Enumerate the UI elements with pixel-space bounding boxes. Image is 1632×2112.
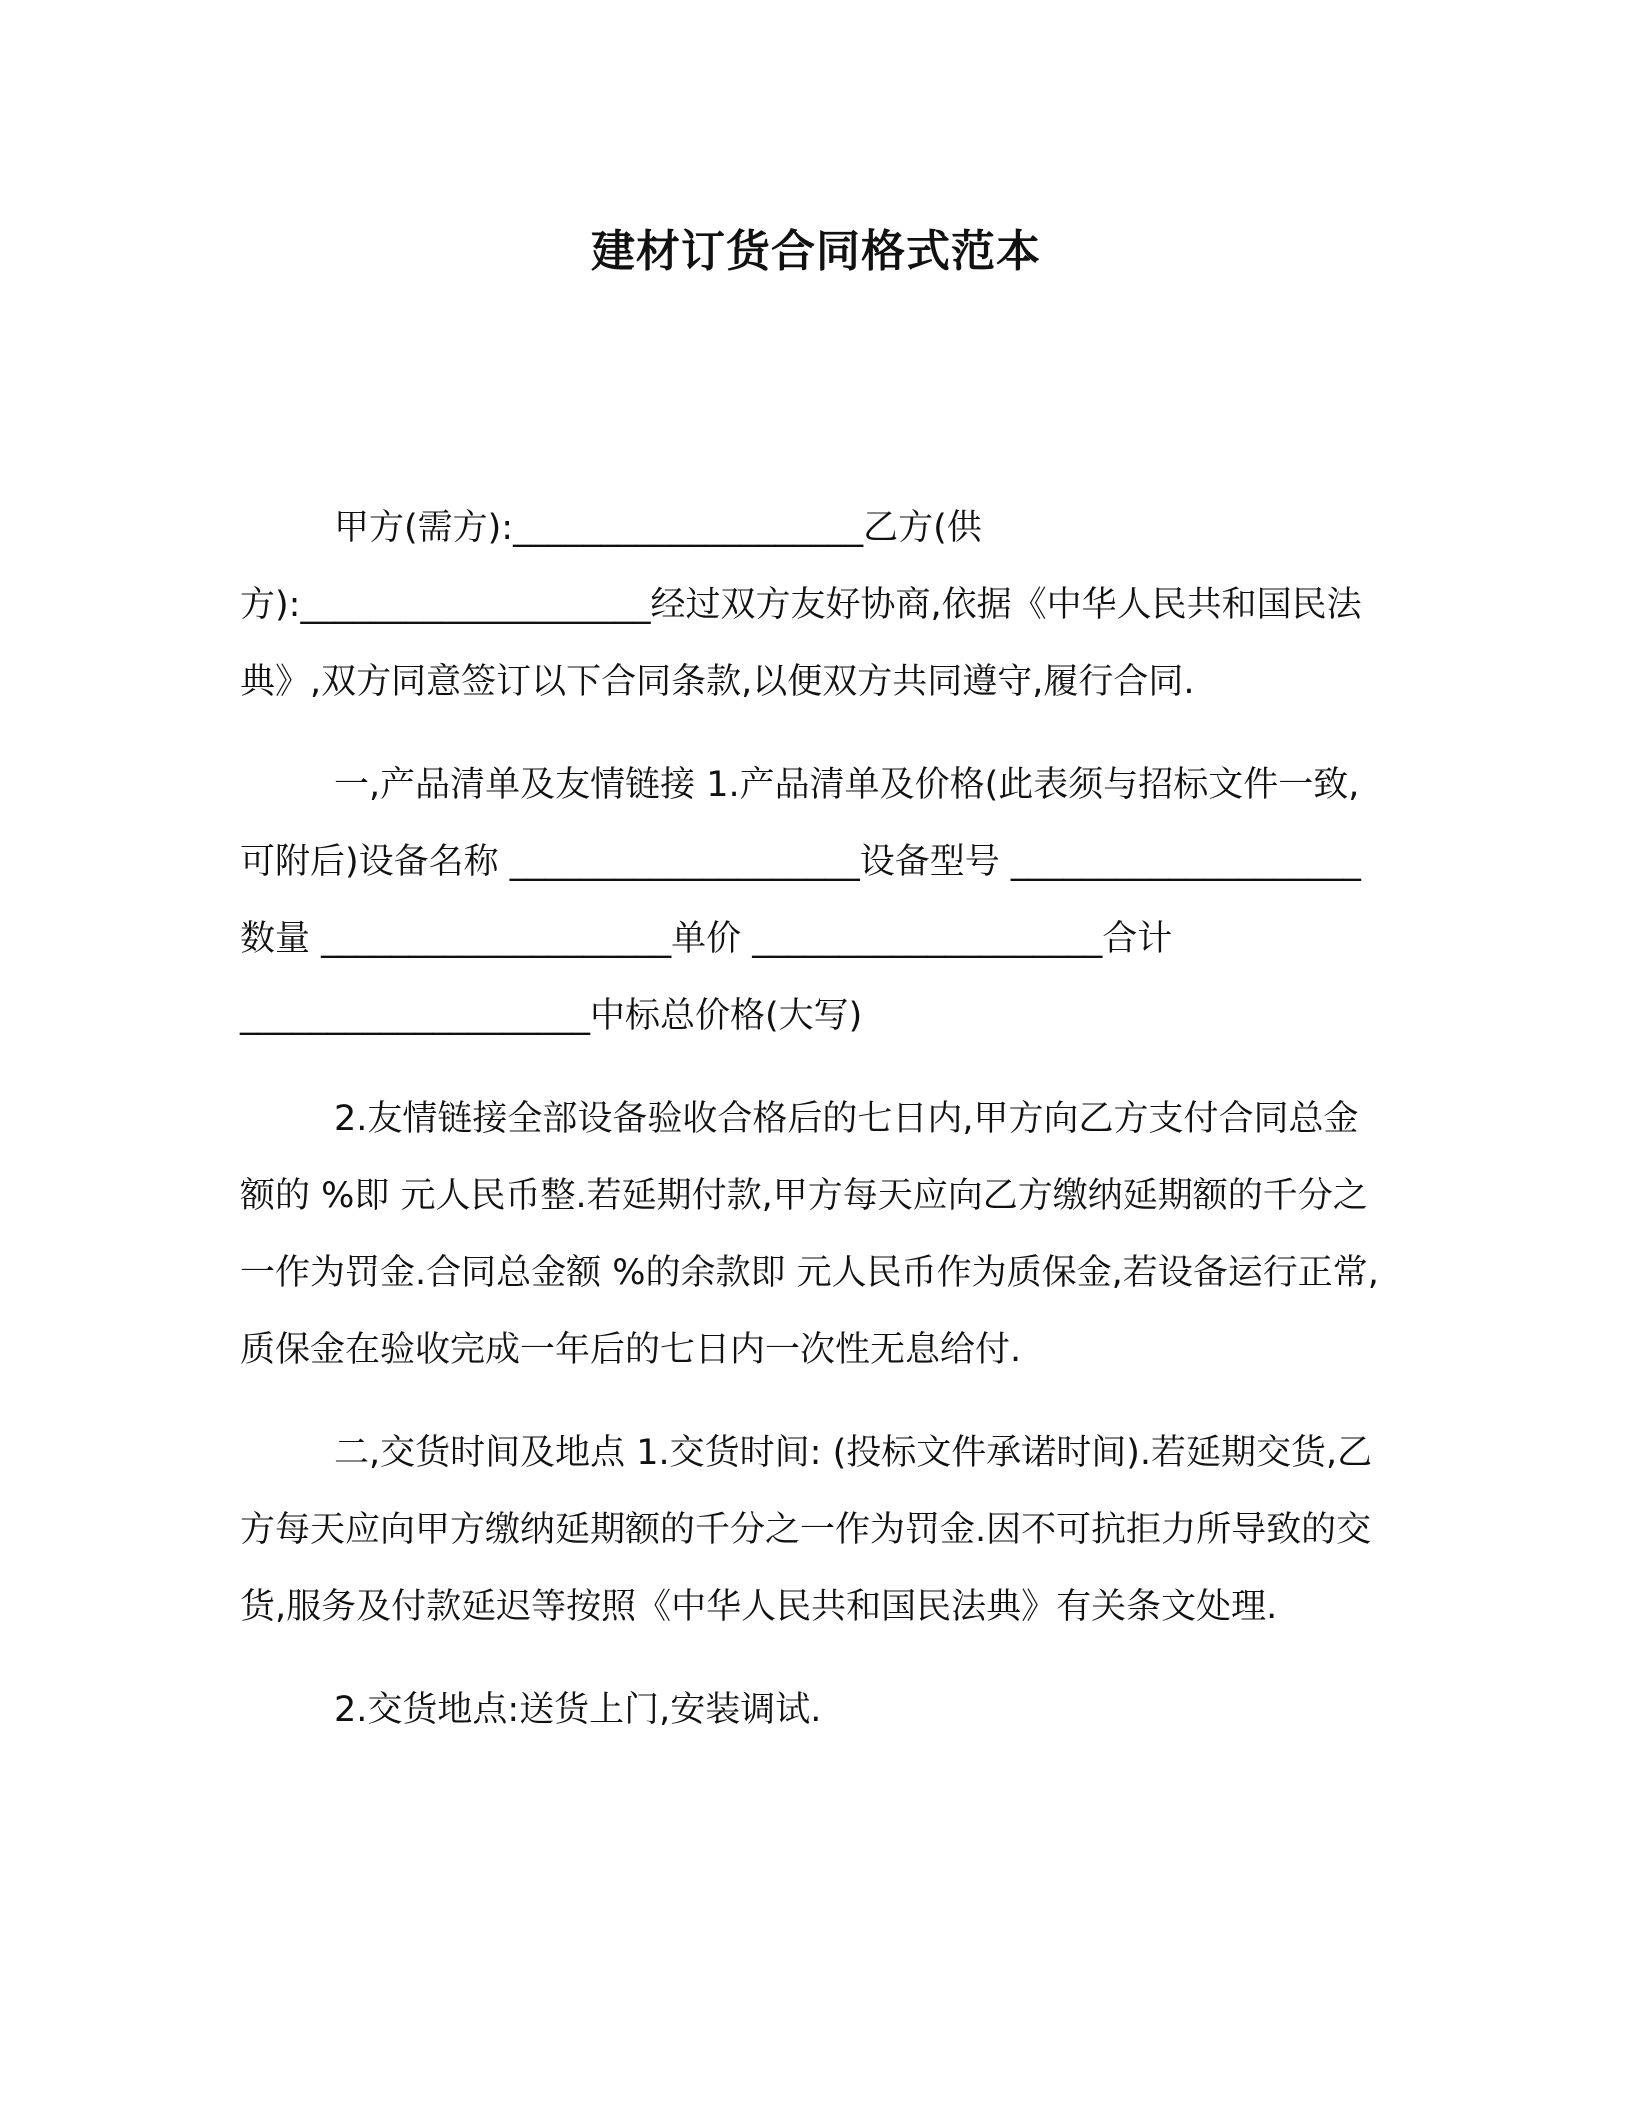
document-body — [240, 490, 1390, 1775]
paragraph-parties: 甲方(需方):____________________乙方(供方):____________________经过双方友好协商,依据《中华人民共和国民法典》,双方同意签订以下合同条款,以便双方共同遵守,履行合同. — [240, 508, 1362, 702]
paragraph-delivery-location: 2.交货地点:送货上门,安装调试. — [334, 1690, 822, 1730]
document-title: 建材订货合同格式范本 — [591, 226, 1041, 277]
paragraph-product-list: 一,产品清单及友情链接 1.产品清单及价格(此表须与招标文件一致,可附后)设备名称 ____________________设备型号 ____________________数量 ____________________单价 ____________________合计 ____________________中标总价格(大写) — [240, 765, 1361, 1036]
paragraph-delivery-time: 二,交货时间及地点 1.交货时间: (投标文件承诺时间).若延期交货,乙方每天应向甲方缴纳延期额的千分之一作为罚金.因不可抗拒力所导致的交货,服务及付款延迟等按照《中华人民共和国民法典》有关条文处理. — [240, 1433, 1373, 1627]
paragraph-payment: 2.友情链接全部设备验收合格后的七日内,甲方向乙方支付合同总金额的 %即 元人民币整.若延期付款,甲方每天应向乙方缴纳延期额的千分之一作为罚金.合同总金额 %的余款即 元人民币作为质保金,若设备运行正常,质保金在验收完成一年后的七日内一次性无息给付. — [240, 1099, 1379, 1370]
